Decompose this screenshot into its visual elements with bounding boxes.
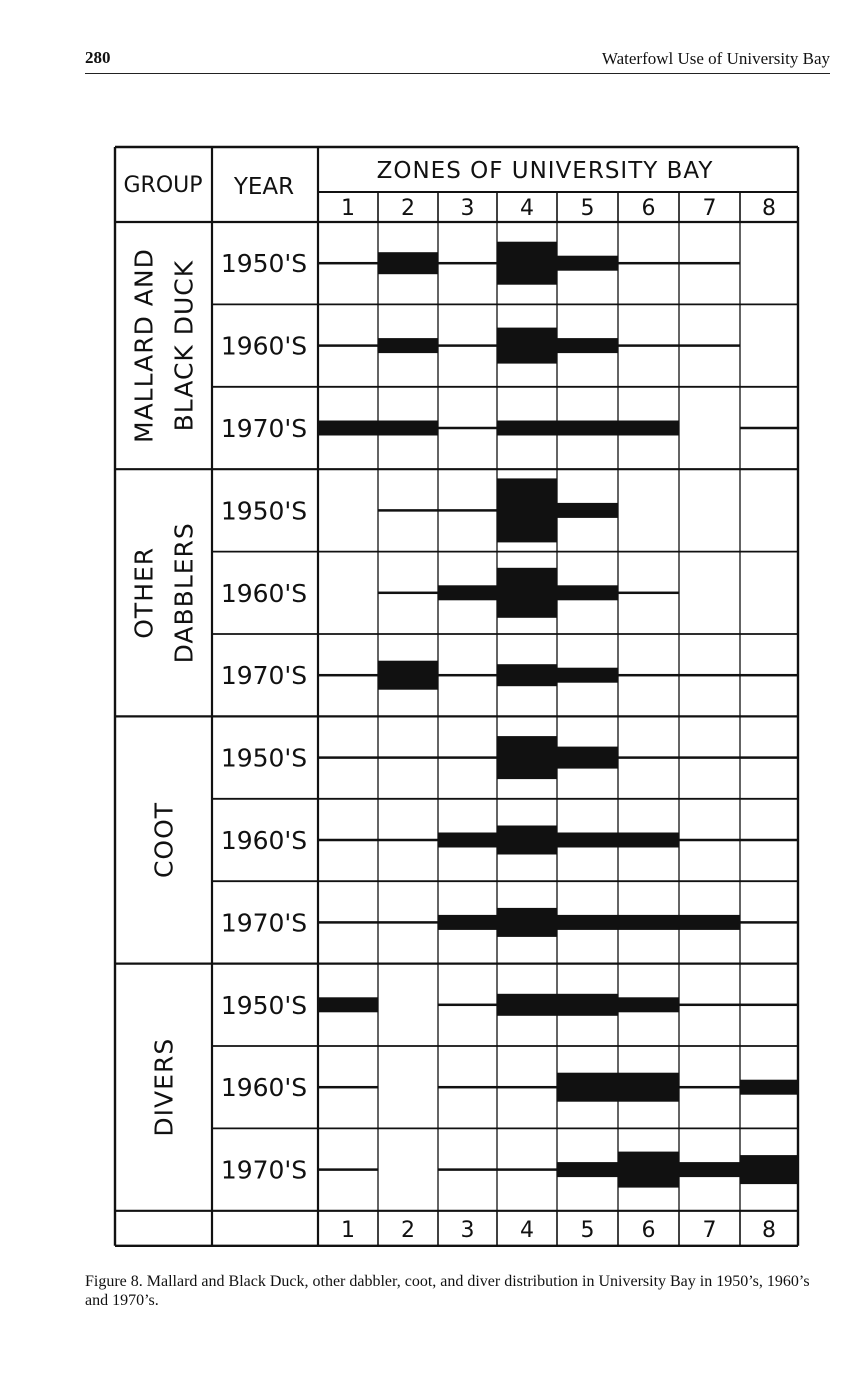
distribution-bar xyxy=(438,262,497,265)
zone-footer-label: 6 xyxy=(641,1217,656,1243)
distribution-bar xyxy=(618,997,679,1012)
year-column-header: YEAR xyxy=(233,174,295,200)
distribution-bar xyxy=(679,262,740,265)
distribution-bar xyxy=(497,568,557,618)
distribution-bar xyxy=(679,1086,740,1089)
distribution-bar xyxy=(679,839,740,842)
group-label xyxy=(150,1038,179,1137)
zone-footer-label: 3 xyxy=(460,1217,475,1243)
distribution-bar xyxy=(740,1080,798,1095)
distribution-bar xyxy=(557,585,618,600)
distribution-bar xyxy=(557,503,618,518)
distribution-bar xyxy=(557,915,618,930)
distribution-bar xyxy=(557,256,618,271)
distribution-bar xyxy=(438,585,497,600)
distribution-bar xyxy=(740,921,798,924)
distribution-bar xyxy=(618,344,679,347)
year-label: 1970'S xyxy=(220,661,308,691)
zone-footer-label: 5 xyxy=(580,1217,595,1243)
running-head: Waterfowl Use of University Bay xyxy=(601,49,830,68)
zone-header-label: 5 xyxy=(580,196,595,221)
distribution-bar xyxy=(497,1168,557,1171)
zone-header-label: 1 xyxy=(341,196,355,221)
distribution-bar xyxy=(497,328,557,364)
year-label: 1960'S xyxy=(220,1073,308,1103)
zone-footer-label: 2 xyxy=(401,1217,415,1243)
year-label: 1950'S xyxy=(220,743,308,773)
distribution-bar xyxy=(378,839,438,842)
year-label: 1950'S xyxy=(220,990,308,1020)
distribution-bar xyxy=(318,344,378,347)
distribution-bar xyxy=(438,756,497,759)
year-label: 1970'S xyxy=(220,1155,308,1185)
year-label: 1970'S xyxy=(220,908,308,938)
distribution-bar xyxy=(438,1086,497,1089)
distribution-bar xyxy=(438,1168,497,1171)
group-label xyxy=(130,248,199,443)
distribution-bar xyxy=(318,421,378,436)
distribution-bar xyxy=(497,421,557,436)
distribution-bar xyxy=(497,1086,557,1089)
distribution-bar xyxy=(378,338,438,353)
group-label-line: COOT xyxy=(149,801,179,879)
distribution-bar xyxy=(378,661,438,690)
distribution-bar xyxy=(618,1073,679,1102)
distribution-bar xyxy=(318,674,378,677)
distribution-bar xyxy=(557,338,618,353)
group-label-line: OTHER xyxy=(129,546,159,639)
group-labels xyxy=(130,248,199,1136)
distribution-bar xyxy=(679,1004,740,1007)
zone-header-label: 4 xyxy=(520,196,534,221)
distribution-bar xyxy=(679,915,740,930)
distribution-bar xyxy=(497,826,557,855)
distribution-bar xyxy=(318,262,378,265)
year-label: 1960'S xyxy=(220,826,308,855)
distribution-bar xyxy=(438,427,497,430)
group-label-line: DIVERS xyxy=(149,1037,179,1137)
zone-header-label: 7 xyxy=(702,196,717,221)
distribution-bar xyxy=(378,921,438,924)
distribution-bar xyxy=(438,674,497,677)
table-grid xyxy=(115,147,798,1246)
distribution-bar xyxy=(740,756,798,759)
distribution-bar xyxy=(318,1168,378,1171)
distribution-bar xyxy=(497,908,557,937)
distribution-bar xyxy=(679,674,740,677)
zone-footer-label: 7 xyxy=(702,1217,717,1243)
distribution-bar xyxy=(557,1162,618,1177)
zone-header-label: 3 xyxy=(460,196,475,221)
distribution-bar xyxy=(438,1004,497,1007)
distribution-bar xyxy=(740,1155,798,1184)
distribution-bar xyxy=(557,421,618,436)
distribution-bar xyxy=(438,833,497,848)
distribution-bar xyxy=(618,421,679,436)
group-label-line: DABBLERS xyxy=(169,522,199,664)
distribution-bar xyxy=(679,756,740,759)
page-number: 280 xyxy=(85,48,111,67)
group-label xyxy=(130,522,199,663)
distribution-bar xyxy=(497,994,557,1016)
zone-header-label: 2 xyxy=(401,196,415,221)
distribution-bar xyxy=(618,756,679,759)
distribution-bar xyxy=(618,262,679,265)
zone-footer-label: 4 xyxy=(520,1217,534,1243)
year-label: 1950'S xyxy=(220,249,308,279)
year-label: 1970'S xyxy=(220,414,308,443)
distribution-bar xyxy=(318,839,378,842)
group-label-line: MALLARD AND xyxy=(129,248,159,444)
distribution-bar xyxy=(557,747,618,769)
distribution-bar xyxy=(740,427,798,430)
zone-footer-label: 8 xyxy=(762,1217,776,1243)
distribution-bar xyxy=(497,736,557,779)
zone-footer-label: 1 xyxy=(341,1217,355,1243)
year-label: 1960'S xyxy=(220,578,308,608)
group-label-line: BLACK DUCK xyxy=(169,259,199,432)
distribution-bar xyxy=(740,674,798,677)
distribution-bar xyxy=(438,509,497,512)
distribution-bar xyxy=(378,592,438,595)
distribution-bar xyxy=(497,664,557,686)
distribution-bar xyxy=(557,994,618,1016)
year-label: 1960'S xyxy=(220,331,308,361)
distribution-bar xyxy=(740,839,798,842)
distribution-bar xyxy=(557,668,618,683)
distribution-bar xyxy=(618,674,679,677)
year-label: 1950'S xyxy=(220,496,308,526)
zone-header-label: 6 xyxy=(641,196,656,221)
distribution-bar xyxy=(378,756,438,759)
distribution-bar xyxy=(378,421,438,436)
distribution-bar xyxy=(438,344,497,347)
distribution-bar xyxy=(378,509,438,512)
distribution-bar xyxy=(557,833,618,848)
distribution-bar xyxy=(318,997,378,1012)
distribution-bar xyxy=(318,1086,378,1089)
distribution-bar xyxy=(679,344,740,347)
distribution-bar xyxy=(557,1073,618,1102)
distribution-bar xyxy=(618,915,679,930)
distribution-bar xyxy=(618,592,679,595)
distribution-bar xyxy=(378,252,438,274)
distribution-bar xyxy=(497,478,557,542)
zones-header: ZONES OF UNIVERSITY BAY xyxy=(376,158,714,184)
distribution-bar xyxy=(318,756,378,759)
distribution-bar xyxy=(740,1004,798,1007)
distribution-bar xyxy=(318,921,378,924)
distribution-bar xyxy=(618,1152,679,1188)
distribution-bar xyxy=(618,833,679,848)
group-label xyxy=(150,802,179,878)
figure-caption: Figure 8. Mallard and Black Duck, other dabbler, coot, and diver distribution in University Bay in 1950’s, 1960’s and 1970’s. xyxy=(85,1273,810,1309)
distribution-bar xyxy=(679,1162,740,1177)
distribution-bar xyxy=(438,915,497,930)
group-column-header: GROUP xyxy=(123,173,203,198)
distribution-bar xyxy=(497,242,557,285)
zone-header-label: 8 xyxy=(762,196,776,221)
